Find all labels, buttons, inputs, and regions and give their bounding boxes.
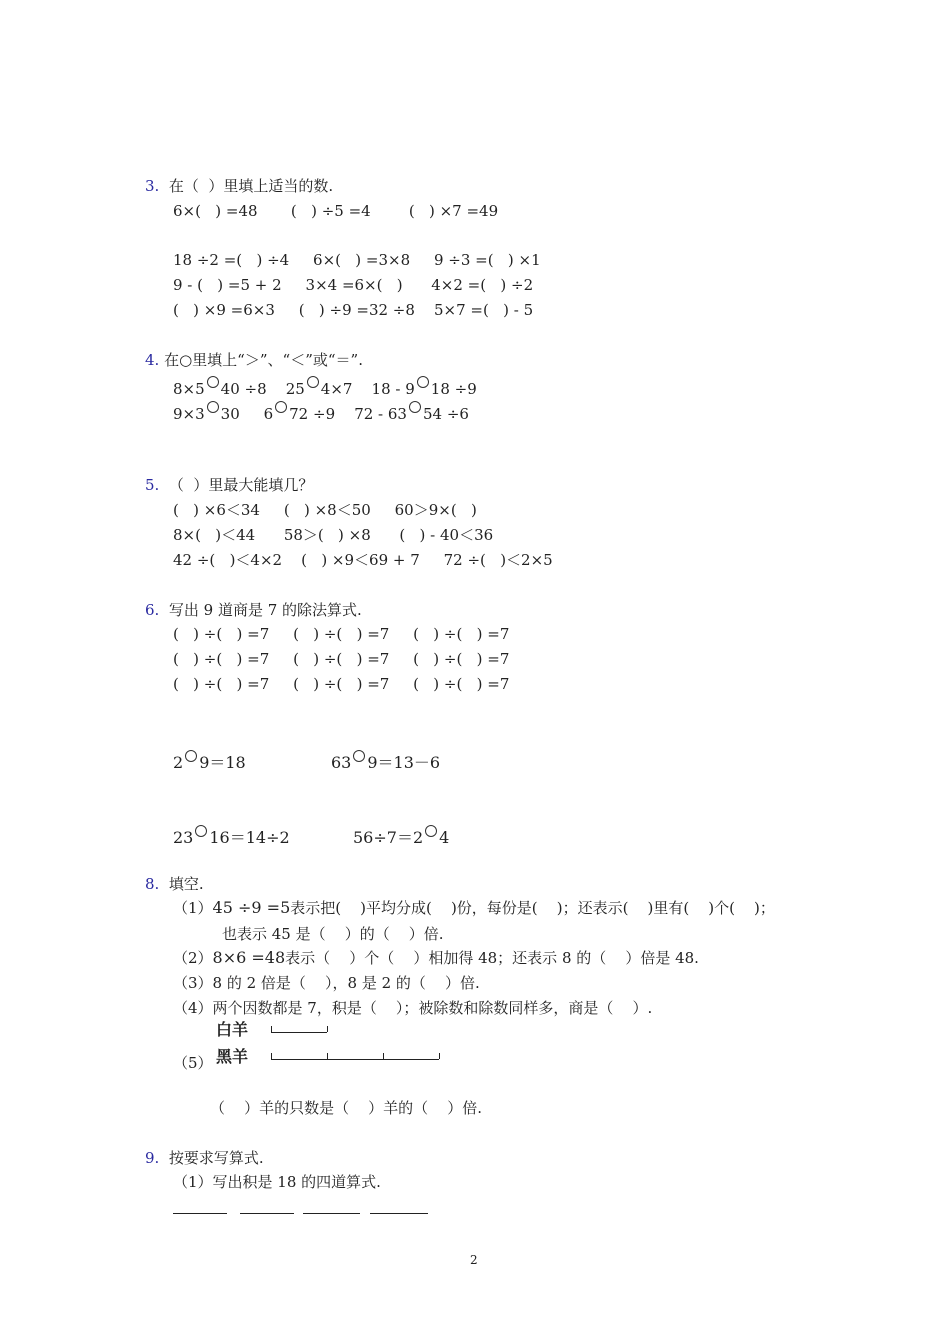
q9-number: 9.	[145, 1149, 160, 1167]
operator-circle[interactable]	[185, 750, 197, 762]
q4-expr: 40 ÷8	[220, 380, 267, 398]
q5-row-2: 8×( )＜44 58＞( ) ×8 ( ) - 40＜36	[173, 526, 494, 544]
bar-tick	[439, 1053, 440, 1059]
black-sheep-bar	[271, 1059, 439, 1060]
answer-blank[interactable]	[173, 1213, 227, 1214]
q4-row-2	[173, 401, 469, 424]
answer-blank[interactable]	[303, 1213, 360, 1214]
black-sheep-label: 黑羊	[216, 1047, 249, 1066]
operator-circle[interactable]	[425, 825, 437, 837]
compare-circle[interactable]	[207, 376, 219, 388]
q8-equation: 45 ÷9 =5	[212, 898, 291, 917]
q8-label: （1）	[173, 899, 213, 917]
bar-tick	[327, 1026, 328, 1032]
q4-expr: 8×5	[173, 380, 205, 398]
q9-title: 按要求写算式.	[168, 1149, 264, 1167]
q7-right: 9＝13－6	[367, 753, 441, 772]
q4-expr: 4×7	[320, 380, 353, 398]
q4-number: 4.	[145, 351, 160, 369]
operator-circle[interactable]	[195, 825, 207, 837]
compare-circle[interactable]	[275, 401, 287, 413]
q4-expr: 9×3	[173, 405, 205, 423]
q8-text: 表示（ ）个（ ）相加得 48；还表示 8 的（ ）倍是 48.	[285, 949, 699, 967]
q8-equation: 8×6 =48	[212, 948, 286, 967]
compare-circle[interactable]	[409, 401, 421, 413]
q5-row-1: ( ) ×6＜34 ( ) ×8＜50 60＞9×( )	[173, 501, 477, 519]
answer-blank[interactable]	[370, 1213, 428, 1214]
bar-tick	[383, 1053, 384, 1059]
q6-title: 写出 9 道商是 7 的除法算式.	[168, 601, 362, 619]
q4-expr: 18 - 9	[371, 380, 415, 398]
bar-tick	[327, 1053, 328, 1059]
operator-circle[interactable]	[353, 750, 365, 762]
compare-circle[interactable]	[417, 376, 429, 388]
q7-left: 63	[331, 753, 352, 772]
compare-circle[interactable]	[207, 401, 219, 413]
q4-expr: 30	[220, 405, 240, 423]
q3-title: 在（ ）里填上适当的数.	[168, 177, 334, 195]
q5-title: （ ）里最大能填几？	[168, 476, 314, 494]
q3-row-3: 9 - ( ) =5 + 2 3×4 =6×( ) 4×2 =( ) ÷2	[173, 276, 534, 294]
q5-title-line	[145, 475, 313, 495]
q7-left: 2	[173, 753, 184, 772]
q8-line-7: （ ）羊的只数是（ ）羊的（ ）倍.	[210, 1099, 482, 1117]
q7-item-1	[173, 750, 246, 773]
q4-title: 在○里填上“＞”、“＜”或“＝”.	[164, 351, 363, 369]
q3-title-line	[145, 176, 333, 196]
q7-right: 4	[439, 828, 450, 847]
q9-title-line	[145, 1148, 264, 1168]
q9-sub: （1）写出积是 18 的四道算式.	[173, 1173, 381, 1191]
page-number: 2	[470, 1253, 478, 1267]
q3-row-1: 6×( ) =48 ( ) ÷5 =4 ( ) ×7 =49	[173, 202, 499, 220]
q6-row-3: ( ) ÷( ) =7 ( ) ÷( ) =7 ( ) ÷( ) =7	[173, 675, 510, 693]
q8-text: 表示把( )平均分成( )份，每份是( )；还表示( )里有( )个( )；	[290, 899, 775, 917]
q4-row-1	[173, 376, 477, 399]
q3-row-4: ( ) ×9 =6×3 ( ) ÷9 =32 ÷8 5×7 =( ) - 5	[173, 301, 534, 319]
q4-title-line	[145, 350, 363, 370]
q7-right: 16＝14÷2	[209, 828, 290, 847]
white-sheep-label: 白羊	[216, 1020, 249, 1039]
answer-blank[interactable]	[240, 1213, 294, 1214]
q8-line-2: 也表示 45 是（ ）的（ ）倍.	[222, 925, 444, 943]
q8-label-5: （5）	[173, 1054, 213, 1072]
q8-label: （2）	[173, 949, 213, 967]
q4-expr: 72 - 63	[354, 405, 407, 423]
q4-expr: 72 ÷9	[289, 405, 336, 423]
q7-left: 56÷7＝2	[353, 828, 424, 847]
q7-item-4	[353, 825, 449, 848]
q8-line-5: （4）两个因数都是 7，积是（ ）；被除数和除数同样多，商是（ ）.	[173, 999, 653, 1017]
q4-expr: 6	[263, 405, 274, 423]
q5-number: 5.	[145, 476, 160, 494]
bar-tick	[271, 1053, 272, 1059]
q8-number: 8.	[145, 875, 160, 893]
q3-row-2: 18 ÷2 =( ) ÷4 6×( ) =3×8 9 ÷3 =( ) ×1	[173, 251, 541, 269]
white-sheep-bar	[271, 1032, 327, 1033]
q6-title-line	[145, 600, 362, 620]
q3-number: 3.	[145, 177, 160, 195]
q8-title-line	[145, 874, 204, 894]
q4-expr: 18 ÷9	[430, 380, 477, 398]
q7-left: 23	[173, 828, 194, 847]
q6-number: 6.	[145, 601, 160, 619]
q6-row-1: ( ) ÷( ) =7 ( ) ÷( ) =7 ( ) ÷( ) =7	[173, 625, 510, 643]
compare-circle[interactable]	[307, 376, 319, 388]
q4-expr: 54 ÷6	[422, 405, 469, 423]
q6-row-2: ( ) ÷( ) =7 ( ) ÷( ) =7 ( ) ÷( ) =7	[173, 650, 510, 668]
q8-line-1	[173, 898, 775, 918]
q5-row-3: 42 ÷( )＜4×2 ( ) ×9＜69 + 7 72 ÷( )＜2×5	[173, 551, 553, 569]
q4-expr: 25	[285, 380, 305, 398]
q8-title: 填空.	[168, 875, 204, 893]
q7-item-2	[331, 750, 440, 773]
q7-right: 9＝18	[199, 753, 246, 772]
bar-tick	[271, 1026, 272, 1032]
q8-line-3	[173, 948, 699, 968]
q7-item-3	[173, 825, 290, 848]
q8-line-4: （3）8 的 2 倍是（ ），8 是 2 的（ ）倍.	[173, 974, 480, 992]
